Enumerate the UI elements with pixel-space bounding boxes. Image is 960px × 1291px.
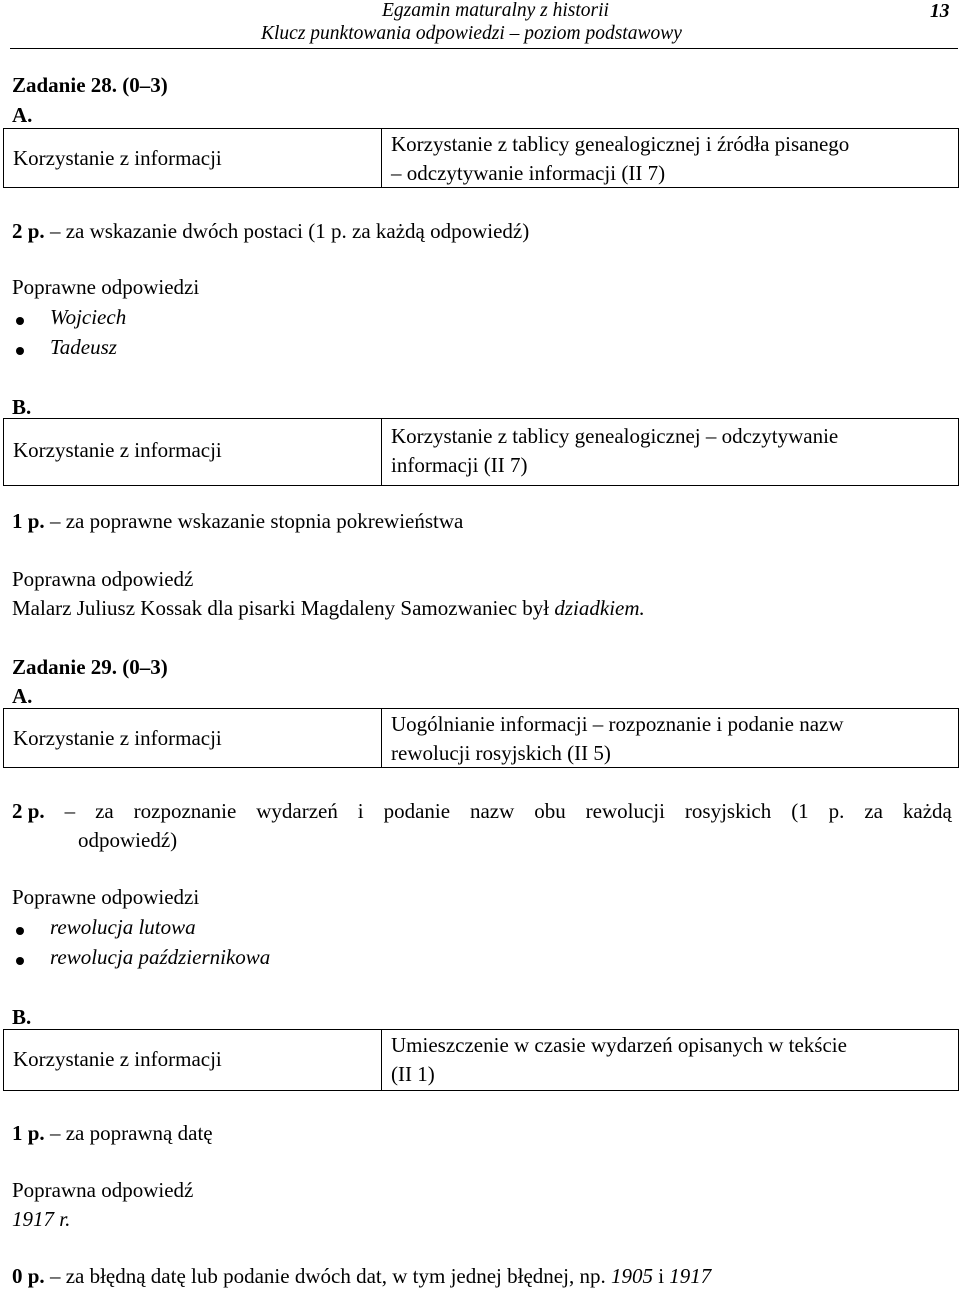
score-description: – za poprawne wskazanie stopnia pokrewieństwa — [49, 509, 464, 533]
table-divider — [381, 1030, 382, 1090]
task-29-b-answer-heading: Poprawna odpowiedź — [12, 1178, 194, 1202]
score-description: – za wskazanie dwóch postaci (1 p. za każdą odpowiedź) — [49, 219, 530, 243]
example-date: 1905 — [610, 1264, 653, 1288]
score-word: każdą — [902, 799, 952, 823]
answer-item: rewolucja lutowa — [50, 915, 196, 939]
task-29-title: Zadanie 29. (0–3) — [12, 655, 168, 679]
task-28-a-requirements-table — [3, 128, 959, 188]
specific-requirement-line-1: Umieszczenie w czasie wydarzeń opisanych w tekście — [391, 1033, 847, 1057]
score-points: 1 p. — [12, 509, 45, 533]
task-29-a-answers-heading: Poprawne odpowiedzi — [12, 885, 200, 909]
task-29-part-a-label: A. — [12, 684, 33, 708]
table-divider — [381, 709, 382, 767]
task-28-a-answers-heading: Poprawne odpowiedzi — [12, 275, 200, 299]
score-word: obu — [534, 799, 566, 823]
score-word: – — [64, 799, 76, 823]
task-29-b-requirements-table — [3, 1029, 959, 1091]
score-word: nazw — [469, 799, 515, 823]
score-word: za — [864, 799, 883, 823]
score-word: rozpoznanie — [133, 799, 237, 823]
task-28-b-score-line — [12, 509, 463, 534]
score-word: rewolucji — [585, 799, 665, 823]
task-29-b-score-line — [12, 1121, 213, 1146]
answer-item: Wojciech — [50, 305, 127, 329]
example-separator: i — [652, 1264, 670, 1288]
score-points: 2 p. — [12, 799, 45, 823]
answer-text: Malarz Juliusz Kossak dla pisarki Magdaleny Samozwaniec był — [12, 596, 555, 620]
score-description: – za błędną datę lub podanie dwóch dat, w tym jednej błędnej, np. — [49, 1264, 611, 1288]
score-points: 0 p. — [12, 1264, 45, 1288]
header-key-title: Klucz punktowania odpowiedzi – poziom podstawowy — [261, 23, 682, 44]
bullet-icon — [16, 927, 24, 935]
specific-requirement-line-2: – odczytywanie informacji (II 7) — [391, 161, 666, 185]
specific-requirement-line-1: Uogólnianie informacji – rozpoznanie i podanie nazw — [391, 712, 844, 736]
task-29-a-score-line-2: odpowiedź) — [78, 828, 178, 852]
task-28-part-a-label: A. — [12, 103, 33, 127]
specific-requirement-line-2: rewolucji rosyjskich (II 5) — [391, 741, 611, 765]
score-word: podanie — [383, 799, 451, 823]
score-word: i — [357, 799, 364, 823]
task-28-b-requirements-table — [3, 418, 959, 486]
bullet-icon — [16, 957, 24, 965]
task-29-b-answer: 1917 r. — [12, 1207, 71, 1231]
example-date: 1917 — [669, 1264, 712, 1288]
task-28-title: Zadanie 28. (0–3) — [12, 73, 168, 97]
task-29-a-requirements-table — [3, 708, 959, 768]
task-29-a-score-line — [12, 799, 952, 824]
answer-item: rewolucja październikowa — [50, 945, 271, 969]
specific-requirement-line-1: Korzystanie z tablicy genealogicznej – odczytywanie — [391, 424, 839, 448]
table-divider — [381, 419, 382, 485]
general-requirement: Korzystanie z informacji — [13, 1047, 222, 1071]
general-requirement: Korzystanie z informacji — [13, 726, 222, 750]
table-divider — [381, 129, 382, 187]
score-word: wydarzeń — [256, 799, 338, 823]
score-points: 2 p. — [12, 219, 45, 243]
score-points: 1 p. — [12, 1121, 45, 1145]
task-28-b-answer — [12, 596, 645, 621]
bullet-icon — [16, 317, 24, 325]
task-29-b-zero-score-line — [12, 1264, 711, 1289]
score-word: (1 — [791, 799, 809, 823]
page-number: 13 — [930, 1, 950, 22]
bullet-icon — [16, 347, 24, 355]
score-word: p. — [828, 799, 845, 823]
answer-keyword: dziadkiem. — [554, 596, 645, 620]
specific-requirement-line-1: Korzystanie z tablicy genealogicznej i źródła pisanego — [391, 132, 850, 156]
header-exam-title: Egzamin maturalny z historii — [382, 0, 609, 21]
general-requirement: Korzystanie z informacji — [13, 438, 222, 462]
score-word: rosyjskich — [684, 799, 772, 823]
task-29-part-b-label: B. — [12, 1005, 32, 1029]
score-description: – za poprawną datę — [49, 1121, 213, 1145]
score-word: za — [95, 799, 114, 823]
header-rule — [10, 48, 958, 49]
specific-requirement-line-2: (II 1) — [391, 1062, 435, 1086]
task-28-a-score-line — [12, 219, 529, 244]
task-28-part-b-label: B. — [12, 395, 32, 419]
specific-requirement-line-2: informacji (II 7) — [391, 453, 528, 477]
general-requirement: Korzystanie z informacji — [13, 146, 222, 170]
task-28-b-answer-heading: Poprawna odpowiedź — [12, 567, 194, 591]
answer-item: Tadeusz — [50, 335, 117, 359]
